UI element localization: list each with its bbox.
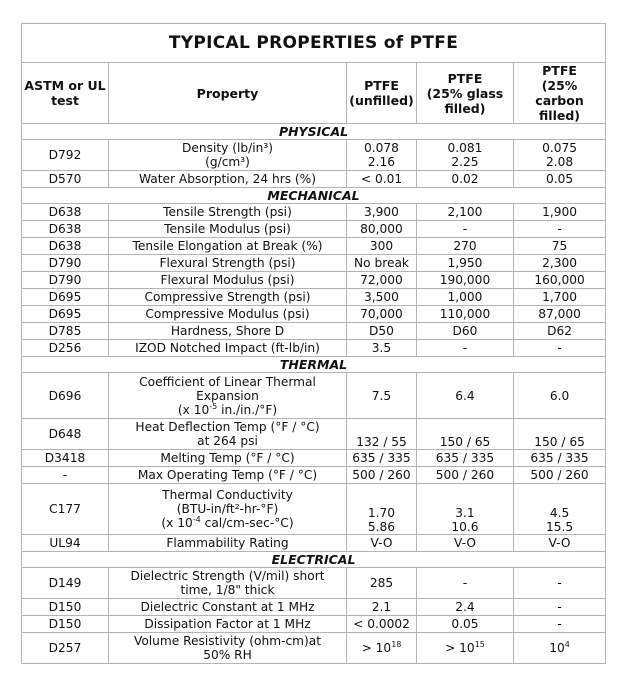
properties-table xyxy=(21,23,606,664)
section-mechanical: MECHANICAL xyxy=(22,188,606,204)
table-row: D149 Dielectric Strength (V/mil) short time, 1/8" thick 285 - - xyxy=(22,568,606,599)
header-property: Property xyxy=(109,63,347,124)
table-row: UL94 Flammability Rating V-O V-O V-O xyxy=(22,535,606,552)
table-row: D3418 Melting Temp (°F / °C) 635 / 335 635 / 335 635 / 335 xyxy=(22,450,606,467)
header-carbon: PTFE (25% carbon filled) xyxy=(514,63,606,124)
properties-sheet xyxy=(21,23,605,664)
table-row: D150 Dissipation Factor at 1 MHz < 0.0002 0.05 - xyxy=(22,616,606,633)
header-unfilled: PTFE (unfilled) xyxy=(347,63,417,124)
table-row: D790 Flexural Strength (psi) No break 1,950 2,300 xyxy=(22,255,606,272)
table-row: D695 Compressive Modulus (psi) 70,000 110,000 87,000 xyxy=(22,306,606,323)
table-row: - Max Operating Temp (°F / °C) 500 / 260 500 / 260 500 / 260 xyxy=(22,467,606,484)
table-row: D792 Density (lb/in³) (g/cm³) 0.078 2.16 0.081 2.25 0.075 2.08 xyxy=(22,140,606,171)
table-row: D638 Tensile Elongation at Break (%) 300 270 75 xyxy=(22,238,606,255)
table-row: D785 Hardness, Shore D D50 D60 D62 xyxy=(22,323,606,340)
header-glass: PTFE (25% glass filled) xyxy=(417,63,514,124)
section-physical: PHYSICAL xyxy=(22,124,606,140)
table-title: TYPICAL PROPERTIES of PTFE xyxy=(22,24,606,63)
header-row xyxy=(22,63,606,124)
table-row: C177 Thermal Conductivity (BTU-in/ft²-hr-°F) (x $10^{-4}$ cal/cm-sec-°C) 1.70 5.86 3.1 10.6 4.5 15.5 xyxy=(22,484,606,535)
table-row: D648 Heat Deflection Temp (°F / °C) at 264 psi 132 / 55 150 / 65 150 / 65 xyxy=(22,419,606,450)
table-row: D570 Water Absorption, 24 hrs (%) < 0.01 0.02 0.05 xyxy=(22,171,606,188)
title-row xyxy=(22,24,606,63)
table-row: D257 Volume Resistivity (ohm-cm)at 50% RH > $10^{18}$ > $10^{15}$ $10^4$ xyxy=(22,633,606,664)
table-row: D695 Compressive Strength (psi) 3,500 1,000 1,700 xyxy=(22,289,606,306)
section-electrical: ELECTRICAL xyxy=(22,552,606,568)
table-row: D256 IZOD Notched Impact (ft-lb/in) 3.5 - - xyxy=(22,340,606,357)
table-row: D638 Tensile Strength (psi) 3,900 2,100 1,900 xyxy=(22,204,606,221)
table-row: D696 Coefficient of Linear Thermal Expansion (x $10^{-5}$ in./in./°F) 7.5 6.4 6.0 xyxy=(22,373,606,419)
table-row: D638 Tensile Modulus (psi) 80,000 - - xyxy=(22,221,606,238)
table-row: D790 Flexural Modulus (psi) 72,000 190,000 160,000 xyxy=(22,272,606,289)
table-row: D150 Dielectric Constant at 1 MHz 2.1 2.4 - xyxy=(22,599,606,616)
section-thermal: THERMAL xyxy=(22,357,606,373)
header-astm: ASTM or UL test xyxy=(22,63,109,124)
